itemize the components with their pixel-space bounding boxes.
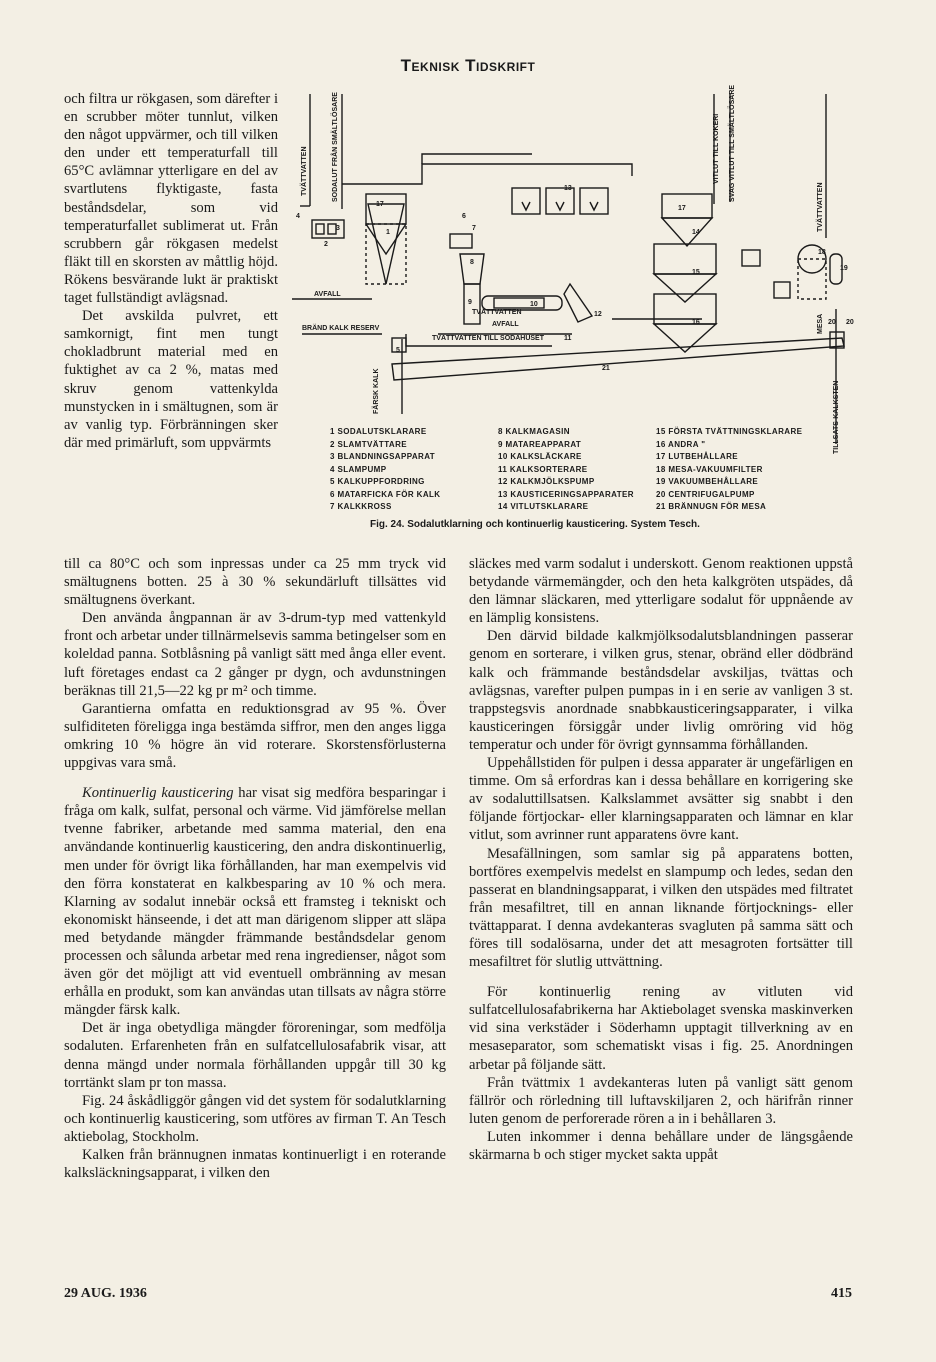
legend-item: 5 KALKUPPFORDRING [330,477,425,486]
lead-text-column [64,90,278,452]
legend-item: 4 SLAMPUMP [330,464,387,474]
label-tvattvatten-soda: TVÄTTVATTEN TILL SODAHUSET [432,335,544,342]
paragraph: För kontinuerlig rening av vitluten vid sulfatcellulosafabrikerna har Aktiebolaget svenska maskinverken vid sina verkstäder i Söderhamn upptagit tillverkning av en mesaseparator, som schematiskt visas i fig. 25. Anordningen arbetar på följande sätt. [469,984,853,1073]
legend-item: 1 SODALUTSKLARARE [330,427,427,436]
part-number: 16 [692,319,700,326]
legend-item: 11 KALKSORTERARE [498,464,588,474]
legend-column-3 [656,426,802,514]
legend-item: 15 FÖRSTA TVÄTTNINGSKLARARE [656,427,803,436]
part-number: 18 [818,249,826,256]
part-number: 12 [594,311,602,318]
part-number: 3 [336,225,340,232]
legend-item: 3 BLANDNINGSAPPARAT [330,452,436,461]
label-tvattvatten-right: TVÄTTVATTEN [817,182,824,232]
paragraph-body: har visat sig medföra besparingar i fråga om kalk, sulfat, personal och värme. Vid jämförelse mellan tvenne fabriker, arbetande med samma material, den ena användande kontinuerlig kausticering, den andra diskontinuerlig, men under för övrigt lika förhållanden, har man exempelvis vid den förra konstaterat en kalkbesparing av 10 % och mera. Klarning av sodalut innebär också ett framsteg i tekniskt och ekonomiskt hänseende, i det att man därigenom slipper att släpa med betydande mängder främmande beståndsdelar genom processen och sålunda arbetar med rena ingredienser, något som även gör det möjligt att vid eventuell ombränning av mesan erhålla en produkt, som kan användas utan tillsats av några större mängder färsk kalk. [64,785,447,1019]
lime-kiln [392,338,844,380]
legend-item: 2 SLAMTVÄTTARE [330,439,408,449]
footer-date: 29 AUG. 1936 [64,1286,147,1301]
paragraph: Den därvid bildade kalkmjölksodalutsblandningen passerar genom en sorterare, i vilken grus, stenar, obränd eller dödbränd kalk och främmande beståndsdelar avskiljas, tvättas och avlägsnas, varefter pulpen pumpas in i en serie av vanligen 3 st. trappstegsvis anordnade snabbkausticeringsapparater, i vilka kausticeringen försiggår under livlig omröring vid hög temperatur och under för övrigt gynnsamma förhållanden. [469,628,853,753]
legend-item: 9 MATAREAPPARAT [498,439,582,449]
part-number: 9 [468,299,472,306]
paragraph: Garantierna omfatta en reduktionsgrad av 95 %. Över sulfiditeten föreligga inga bestämda siffror, men den anges ligga omkring 10 % högre än vid roterare. Skorstensförlusterna uppgivas vara små. [64,700,446,772]
paragraph: Kalken från brännugnen inmatas kontinuerligt i en roterande kalksläckningsapparat, i vilken den [64,1147,446,1182]
label-tillsats: TILLSATS-KALKSTEN [833,380,840,454]
label-avfall-2: AVFALL [492,321,519,328]
part-number: 11 [564,335,572,342]
paragraph: Luten inkommer i denna behållare under de längsgående skärmarna b och stiger mycket sakta uppåt [469,1128,853,1163]
part-number: 21 [602,365,610,372]
part-number: 2 [324,241,328,248]
left-text-column [64,555,446,1182]
part-number: 20 [846,319,854,326]
paragraph: Uppehållstiden för pulpen i dessa apparater är ungefärligen en timme. Om så erfordras kan i dessa behållare en korrigering ske av sodaluttillsatsen. Kalkslammet avsätter sig snabbt i den följande förtjockar- eller klarningsapparaten och lämnar en klar vitlut, som avrinner runt apparatens övre kant. [469,755,853,844]
paragraph: Den använda ångpannan är av 3-drum-typ med vattenkyld front och arbetar under tillnärmelsevis samma betingelser som en koleldad panna. Sotblåsning på vanligt sätt med ånga eller event. luft företages endast ca 2 gånger pr dygn, och avdunstningen beräknas till 21,5—22 kg pr m² och timme. [64,610,446,699]
part-number: 20 [828,319,836,326]
label-tvattvatten-mid: TVÄTTVATTEN [472,309,522,316]
legend-item: 8 KALKMAGASIN [498,427,570,436]
paragraph: Det avskilda pulvret, ett samkornigt, fint men tungt chokladbrunt material med en fuktighet av ca 2 %, matas med skruv genom vattenkylda munstycken in i smältugnen, som är av vanlig typ. Förbränningen sker där med primärluft, som uppvärmts [64,308,278,451]
label-vitlut: VITLUT TILL KOKERI [713,113,720,184]
paragraph [64,784,446,1019]
legend-item: 7 KALKKROSS [330,502,392,511]
legend-item: 17 LUTBEHÅLLARE [656,452,739,461]
paragraph: Fig. 24 åskådliggör gången vid det system för sodalutklarning och kontinuerlig kausticering, som utföres av firman T. An Tesch aktiebolag, Stockholm. [64,1092,446,1145]
legend-item: 12 KALKMJÖLKSPUMP [498,477,595,486]
label-tvattvatten-left: TVÄTTVATTEN [301,146,308,196]
paragraph: till ca 80°C och som inpressas under ca 25 mm tryck vid smältugnens botten. 25 à 30 % sekundärluft tillsättes vid smältugnens överkant. [64,556,446,609]
part-number: 13 [564,185,572,192]
part-number: 14 [692,229,700,236]
part-number: 5 [396,347,400,354]
page-number: 415 [831,1286,852,1301]
part-number: 15 [692,269,700,276]
legend-column-1 [330,426,440,514]
label-brand-kalk: BRÄND KALK RESERV [302,325,380,332]
label-svaglut: SVAG VITLUT TILL SMÄLTLÖSARE [729,84,736,202]
part-number: 4 [296,213,300,220]
paragraph: släckes med varm sodalut i underskott. Genom reaktionen uppstå betydande värmemängder, och den heta kalkgröten utspädes, då den lämnar släckaren, med ytterligare sodalut för uppnående av en lämplig konsistens. [469,556,853,627]
figure-caption: Fig. 24. Sodalutklarning och kontinuerlig kausticering. System Tesch. [370,519,700,530]
legend-item: 21 BRÄNNUGN FÖR MESA [656,502,767,511]
part-number: 7 [472,225,476,232]
legend-item: 16 ANDRA " [656,439,706,449]
part-number: 19 [840,265,848,272]
paragraph: Det är inga obetydliga mängder föroreningar, som medfölja sodaluten. Erfarenheten från en sulfatcellulosafabrik visar, att denna mängd under normala förhållanden uppgår till 30 kg torrtänkt slam pr ton massa. [64,1020,446,1091]
part-number: 6 [462,213,466,220]
journal-title: Teknisk Tidskrift [400,56,536,75]
part-number: 10 [530,301,538,308]
legend-item: 20 CENTRIFUGALPUMP [656,489,755,499]
legend-item: 14 VITLUTSKLARARE [498,502,589,511]
paragraph: Mesafällningen, som samlar sig på apparatens botten, bortföres exempelvis medelst en slampump och ledes, sedan den passerat en blandningsapparat, i vilken den utspädes med filtratet från mesafiltret, till en annan liknande förtjocknings- eller tvättapparat. I denna avdekanteras svagluten på samma sätt och föres till sodalösarna, under det att mesagroten fortsätter till mesafiltret för slutlig uttvättning. [469,845,853,971]
legend-column-2 [498,426,634,514]
part-number: 1 [386,229,390,236]
legend-item: 18 MESA-VAKUUMFILTER [656,464,763,474]
legend-item: 6 MATARFICKA FÖR KALK [330,489,441,499]
right-text-column [469,555,853,1164]
paragraph: Från tvättmix 1 avdekanteras luten på vanligt sätt genom fällrör och rörledning till luftavskiljaren 2, och härifrån rinner luten genom de perforerade rören a in i behållaren 3. [469,1074,853,1127]
italic-heading: Kontinuerlig kausticering [82,785,234,802]
label-mesa: MESA [817,313,824,334]
legend-item: 10 KALKSLÄCKARE [498,452,582,461]
part-number: 17 [678,205,686,212]
paragraph: och filtra ur rökgasen, som därefter i en scrubber möter tunnlut, vilken den något uppvärmer, och till vilken den under ett temperaturfall till 65°C avlämnar ytterligare en del av svartlutens flyktigaste, fasta beståndsdelar, som vid temperaturfallet sublimerat ut. Från scrubbern går rökgasen medelst fläkt till en skorsten av måttlig höjd. Rökens besvärande lukt är praktiskt taget fullständigt avlägsnad. [64,91,278,307]
label-sodalut: SODALUT FRÅN SMÄLTLÖSARE [332,92,339,202]
legend-item: 19 VAKUUMBEHÅLLARE [656,477,759,486]
label-farsk-kalk: FÄRSK KALK [373,368,380,414]
label-avfall-1: AVFALL [314,291,341,298]
part-number: 17 [376,201,384,208]
part-number: 8 [470,259,474,266]
legend-item: 13 KAUSTICERINGSAPPARATER [498,489,634,499]
